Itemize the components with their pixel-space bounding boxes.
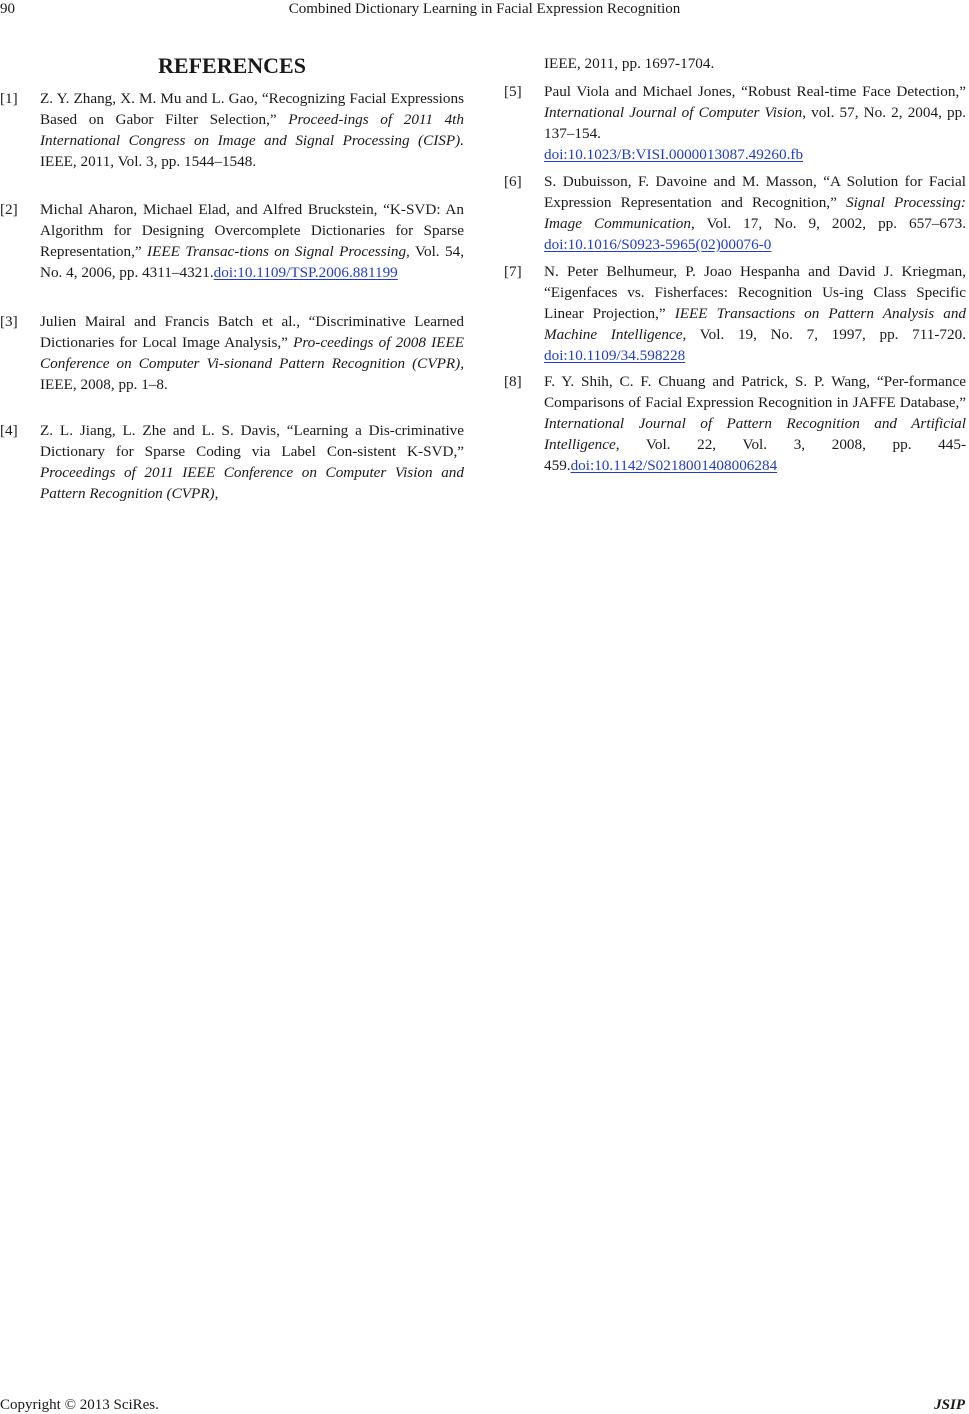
- reference-venue: International Journal of Computer Vision: [544, 103, 803, 121]
- references-heading: REFERENCES: [158, 53, 306, 78]
- reference-details: IEEE, 2011, Vol. 3, pp. 1544–1548.: [40, 152, 257, 170]
- reference-text: [40, 200, 464, 284]
- reference-authors: N. Peter Belhumeur, P. Joao Hespanha and David J. Kriegman, “Eigenfaces vs. Fisherfaces: Recognition Us-ing Class Specific Linear Projection,”: [544, 263, 966, 322]
- reference-doi-link[interactable]: doi:10.1109/34.598228: [544, 346, 686, 364]
- reference-authors: F. Y. Shih, C. F. Chuang and Patrick, S. P. Wang, “Per-formance Comparisons of Facial Expression Recognition in JAFFE Database,”: [544, 373, 966, 411]
- reference-authors: Z. Y. Zhang, X. M. Mu and L. Gao, “Recognizing Facial Expressions Based on Gabor Filter Selection,”: [40, 90, 464, 128]
- reference-authors: S. Dubuisson, F. Davoine and M. Masson, “A Solution for Facial Expression Representation and Recognition,”: [544, 173, 966, 211]
- reference-details: , Vol. 19, No. 7, 1997, pp. 711-720.: [682, 325, 966, 343]
- reference-authors: Michal Aharon, Michael Elad, and Alfred Bruckstein, “K-SVD: An Algorithm for Designing Overcomplete Dictionaries for Sparse Representation,”: [40, 201, 464, 260]
- journal-abbreviation: JSIP: [934, 1397, 965, 1413]
- reference-details: , vol. 57, No. 2, 2004, pp. 137–154.: [544, 103, 966, 142]
- reference-text: [40, 421, 464, 505]
- reference-text: [544, 54, 966, 75]
- reference-details: ,: [214, 484, 219, 502]
- reference-venue: IEEE Transac-tions on Signal Processing,: [147, 242, 410, 260]
- reference-venue: Proceed-ings of 2011 4th International Congress on Image and Signal Processing (CISP).: [40, 110, 464, 149]
- page-header: [0, 0, 969, 22]
- reference-doi-link[interactable]: doi:10.1023/B:VISI.0000013087.49260.fb: [544, 145, 804, 163]
- reference-number: [3]: [0, 313, 18, 330]
- reference-8: [504, 372, 966, 477]
- reference-4: [0, 421, 464, 505]
- reference-details: , Vol. 22, Vol. 3, 2008, pp. 445-459.: [544, 435, 966, 474]
- reference-number: [7]: [504, 263, 522, 280]
- reference-authors: Paul Viola and Michael Jones, “Robust Real-time Face Detection,”: [544, 83, 966, 100]
- page-footer: [0, 1396, 969, 1414]
- reference-4-continued: [504, 54, 966, 75]
- reference-details: , IEEE, 2008, pp. 1–8.: [40, 354, 464, 393]
- reference-6: [504, 172, 966, 256]
- reference-details: , Vol. 17, No. 9, 2002, pp. 657–673.: [691, 214, 967, 232]
- reference-venue: Proceedings of 2011 IEEE Conference on Computer Vision and Pattern Recognition (CVPR): [40, 463, 464, 502]
- reference-7: [504, 262, 966, 367]
- reference-venue: Signal Processing: Image Communication: [544, 193, 966, 232]
- page-number: 90: [0, 1, 15, 17]
- running-title: Combined Dictionary Learning in Facial Expression Recognition: [288, 1, 681, 17]
- reference-number: [8]: [504, 373, 522, 390]
- reference-number: [2]: [0, 201, 18, 218]
- reference-doi-link[interactable]: doi:10.1142/S0218001408006284: [570, 456, 778, 474]
- reference-text: [544, 262, 966, 367]
- reference-authors: Z. L. Jiang, L. Zhe and L. S. Davis, “Learning a Dis-criminative Dictionary for Sparse Coding via Label Con-sistent K-SVD,”: [40, 422, 464, 460]
- reference-number: [1]: [0, 90, 18, 107]
- reference-venue: Pro-ceedings of 2008 IEEE Conference on Computer Vi-sionand Pattern Recognition (CVPR): [40, 333, 464, 372]
- reference-text: [544, 372, 966, 477]
- reference-2: [0, 200, 464, 284]
- reference-number: [4]: [0, 422, 18, 439]
- reference-number: [6]: [504, 173, 522, 190]
- reference-doi-link[interactable]: doi:10.1016/S0923-5965(02)00076-0: [544, 235, 772, 253]
- reference-authors: Julien Mairal and Francis Batch et al., “Discriminative Learned Dictionaries for Local Image Analysis,”: [40, 313, 464, 351]
- reference-details: Vol. 54, No. 4, 2006, pp. 4311–4321.: [40, 242, 464, 281]
- reference-venue: IEEE Transactions on Pattern Analysis and Machine Intelligence: [544, 304, 967, 343]
- reference-text: [40, 312, 464, 396]
- reference-venue: International Journal of Pattern Recognition and Artificial Intelligence: [544, 414, 966, 453]
- copyright-notice: Copyright © 2013 SciRes.: [0, 1397, 159, 1413]
- reference-number: [5]: [504, 83, 522, 100]
- reference-1: [0, 89, 464, 173]
- reference-continuation: IEEE, 2011, pp. 1697-1704.: [544, 55, 715, 72]
- reference-doi-link[interactable]: doi:10.1109/TSP.2006.881199: [213, 263, 398, 281]
- reference-text: [544, 82, 966, 166]
- reference-text: [544, 172, 966, 256]
- reference-text: [40, 89, 464, 173]
- reference-3: [0, 312, 464, 396]
- reference-5: [504, 82, 966, 166]
